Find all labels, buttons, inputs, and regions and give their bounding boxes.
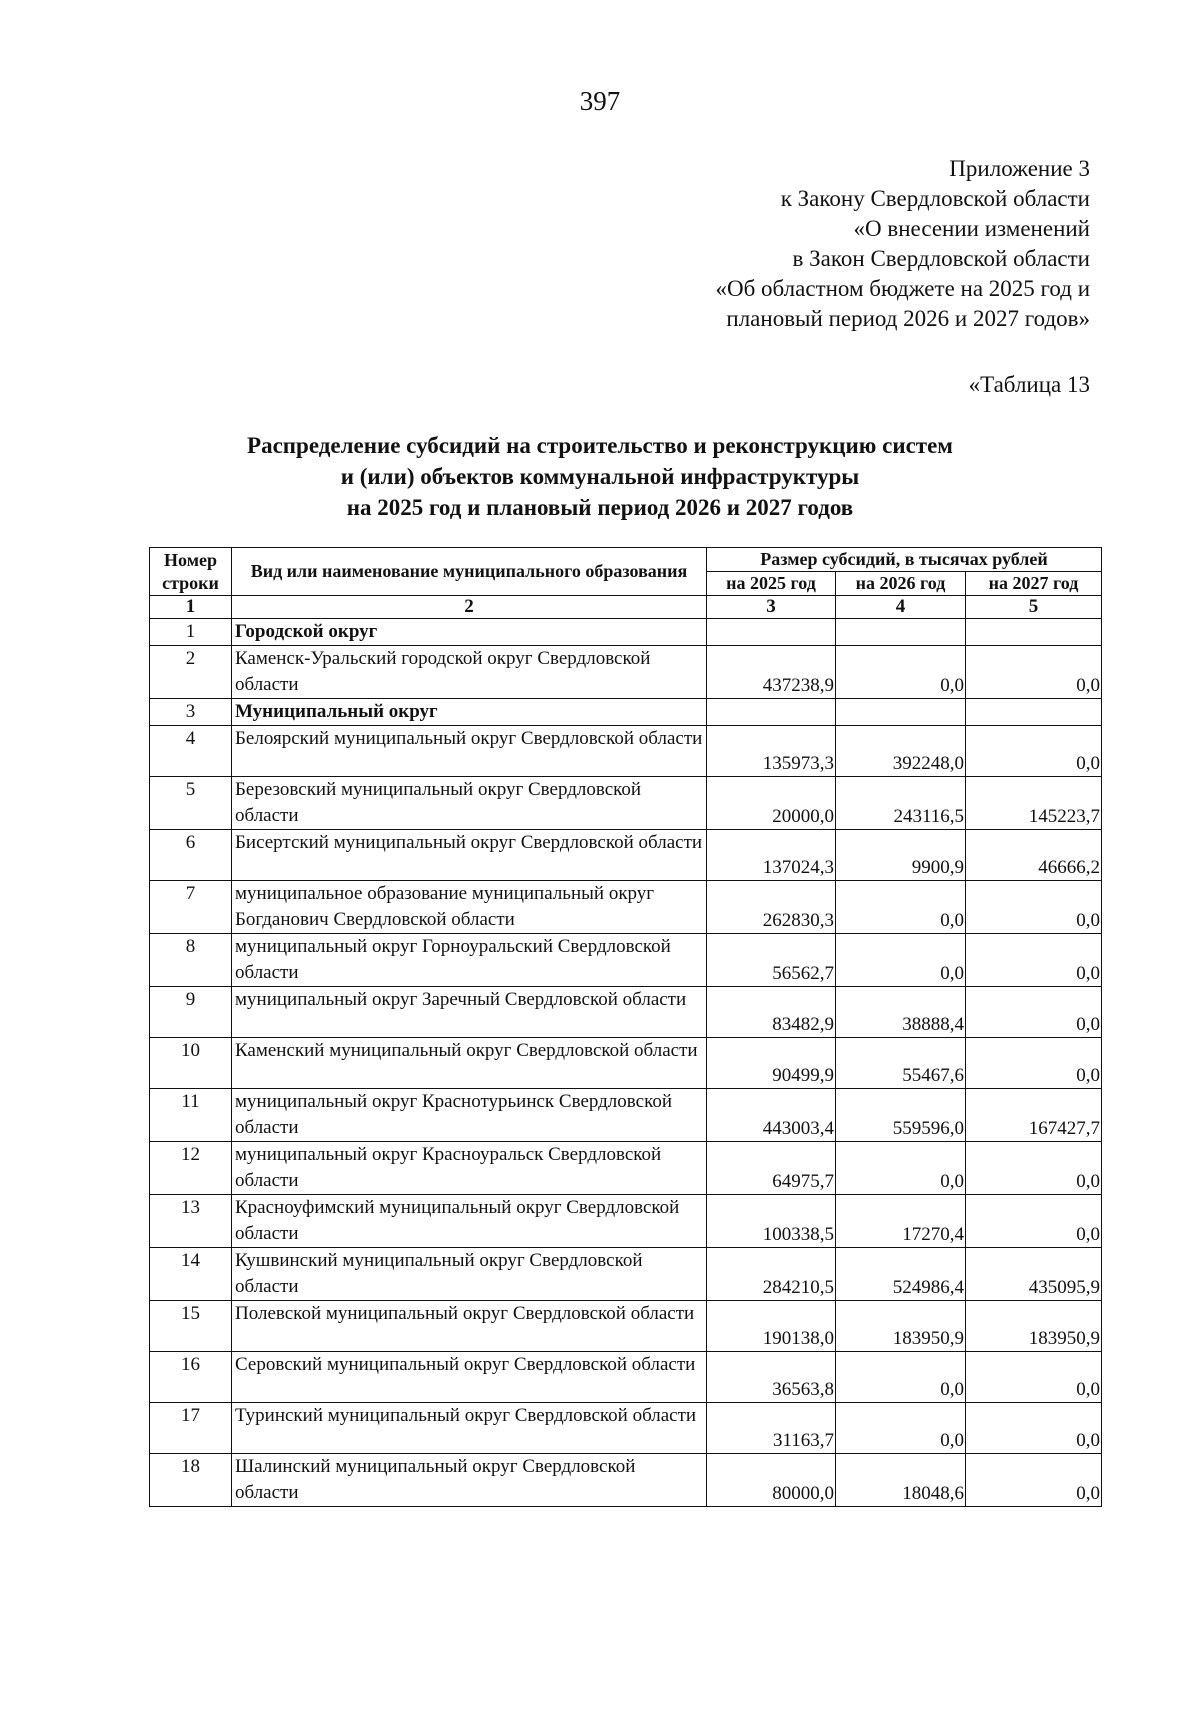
row-number-cell: 4 [150, 726, 232, 777]
amount-2025-cell: 137024,3 [707, 830, 836, 881]
row-number-cell: 18 [150, 1454, 232, 1507]
amount-2026-cell: 0,0 [836, 1142, 966, 1195]
table-row [150, 1248, 1102, 1301]
row-number-cell: 16 [150, 1352, 232, 1403]
row-number-cell: 13 [150, 1195, 232, 1248]
amount-2027-cell [966, 699, 1102, 726]
table-row [150, 1454, 1102, 1507]
amount-2027-cell: 183950,9 [966, 1301, 1102, 1352]
column-index: 5 [966, 596, 1102, 619]
table-row [150, 777, 1102, 830]
appendix-line: «Об областном бюджете на 2025 год и [715, 276, 1090, 301]
amount-2025-cell: 31163,7 [707, 1403, 836, 1454]
amount-2025-cell: 284210,5 [707, 1248, 836, 1301]
column-index: 1 [150, 596, 232, 619]
header-2027: на 2027 год [966, 572, 1102, 596]
amount-2025-cell: 190138,0 [707, 1301, 836, 1352]
municipality-name-cell: Бисертский муниципальный округ Свердловской области [232, 830, 707, 881]
row-number-cell: 10 [150, 1038, 232, 1089]
amount-2027-cell: 0,0 [966, 1454, 1102, 1507]
table-row [150, 830, 1102, 881]
table-row [150, 726, 1102, 777]
amount-2027-cell: 0,0 [966, 646, 1102, 699]
amount-2025-cell: 90499,9 [707, 1038, 836, 1089]
table-row [150, 1195, 1102, 1248]
page-number: 397 [579, 86, 621, 116]
amount-2026-cell: 0,0 [836, 1403, 966, 1454]
municipality-name-cell: муниципальный округ Красноуральск Свердловской области [232, 1142, 707, 1195]
amount-2026-cell: 524986,4 [836, 1248, 966, 1301]
amount-2025-cell: 80000,0 [707, 1454, 836, 1507]
row-number-cell: 7 [150, 881, 232, 934]
section-row [150, 619, 1102, 646]
amount-2027-cell: 0,0 [966, 1038, 1102, 1089]
municipality-name-cell: Городской округ [232, 619, 707, 646]
amount-2025-cell [707, 699, 836, 726]
amount-2026-cell: 559596,0 [836, 1089, 966, 1142]
row-number-cell: 17 [150, 1403, 232, 1454]
amount-2025-cell: 135973,3 [707, 726, 836, 777]
municipality-name-cell: муниципальное образование муниципальный округ Богданович Свердловской области [232, 881, 707, 934]
amount-2025-cell: 443003,4 [707, 1089, 836, 1142]
table-row [150, 987, 1102, 1038]
table-row [150, 1352, 1102, 1403]
municipality-name-cell: Каменский муниципальный округ Свердловской области [232, 1038, 707, 1089]
amount-2027-cell: 0,0 [966, 881, 1102, 934]
table-row [150, 881, 1102, 934]
amount-2026-cell: 243116,5 [836, 777, 966, 830]
amount-2027-cell: 0,0 [966, 1352, 1102, 1403]
amount-2027-cell: 0,0 [966, 1142, 1102, 1195]
column-index: 3 [707, 596, 836, 619]
amount-2027-cell: 145223,7 [966, 777, 1102, 830]
appendix-block [715, 154, 1090, 334]
amount-2026-cell: 183950,9 [836, 1301, 966, 1352]
amount-2025-cell: 20000,0 [707, 777, 836, 830]
amount-2027-cell: 0,0 [966, 726, 1102, 777]
municipality-name-cell: Кушвинский муниципальный округ Свердловской области [232, 1248, 707, 1301]
amount-2025-cell: 83482,9 [707, 987, 836, 1038]
amount-2025-cell: 262830,3 [707, 881, 836, 934]
title-line: на 2025 год и плановый период 2026 и 2027 годов [346, 495, 854, 520]
row-number-cell: 14 [150, 1248, 232, 1301]
amount-2027-cell [966, 619, 1102, 646]
amount-2025-cell: 56562,7 [707, 934, 836, 987]
amount-2026-cell: 17270,4 [836, 1195, 966, 1248]
table-row [150, 1142, 1102, 1195]
amount-2026-cell [836, 699, 966, 726]
municipality-name-cell: Серовский муниципальный округ Свердловской области [232, 1352, 707, 1403]
amount-2027-cell: 435095,9 [966, 1248, 1102, 1301]
amount-2026-cell: 55467,6 [836, 1038, 966, 1089]
table-row [150, 934, 1102, 987]
row-number-cell: 5 [150, 777, 232, 830]
row-number-cell: 11 [150, 1089, 232, 1142]
amount-2025-cell: 64975,7 [707, 1142, 836, 1195]
table-row [150, 646, 1102, 699]
amount-2026-cell: 0,0 [836, 1352, 966, 1403]
amount-2025-cell [707, 619, 836, 646]
header-row-number: Номер строки [150, 548, 232, 596]
appendix-line: плановый период 2026 и 2027 годов» [726, 306, 1090, 331]
municipality-name-cell: Каменск-Уральский городской округ Свердловской области [232, 646, 707, 699]
amount-2025-cell: 100338,5 [707, 1195, 836, 1248]
section-row [150, 699, 1102, 726]
document-title [0, 430, 1200, 523]
table-row [150, 1038, 1102, 1089]
amount-2026-cell [836, 619, 966, 646]
appendix-line: к Закону Свердловской области [780, 186, 1090, 211]
header-2026: на 2026 год [836, 572, 966, 596]
amount-2026-cell: 0,0 [836, 881, 966, 934]
subsidy-table [149, 547, 1102, 1507]
municipality-name-cell: Туринский муниципальный округ Свердловской области [232, 1403, 707, 1454]
appendix-line: «О внесении изменений [853, 216, 1090, 241]
row-number-cell: 15 [150, 1301, 232, 1352]
municipality-name-cell: Красноуфимский муниципальный округ Свердловской области [232, 1195, 707, 1248]
amount-2026-cell: 18048,6 [836, 1454, 966, 1507]
amount-2027-cell: 0,0 [966, 1195, 1102, 1248]
municipality-name-cell: муниципальный округ Краснотурьинск Свердловской области [232, 1089, 707, 1142]
amount-2027-cell: 0,0 [966, 1403, 1102, 1454]
amount-2027-cell: 46666,2 [966, 830, 1102, 881]
appendix-line: в Закон Свердловской области [792, 246, 1090, 271]
amount-2026-cell: 392248,0 [836, 726, 966, 777]
row-number-cell: 9 [150, 987, 232, 1038]
amount-2027-cell: 0,0 [966, 987, 1102, 1038]
municipality-name-cell: Шалинский муниципальный округ Свердловской области [232, 1454, 707, 1507]
header-name: Вид или наименование муниципального образования [232, 548, 707, 596]
column-index: 4 [836, 596, 966, 619]
title-line: и (или) объектов коммунальной инфраструктуры [340, 464, 860, 489]
amount-2026-cell: 38888,4 [836, 987, 966, 1038]
row-number-cell: 6 [150, 830, 232, 881]
row-number-cell: 12 [150, 1142, 232, 1195]
municipality-name-cell: муниципальный округ Заречный Свердловской области [232, 987, 707, 1038]
column-index: 2 [232, 596, 707, 619]
row-number-cell: 2 [150, 646, 232, 699]
amount-2027-cell: 0,0 [966, 934, 1102, 987]
amount-2027-cell: 167427,7 [966, 1089, 1102, 1142]
amount-2025-cell: 437238,9 [707, 646, 836, 699]
amount-2026-cell: 0,0 [836, 646, 966, 699]
amount-2026-cell: 0,0 [836, 934, 966, 987]
row-number-cell: 8 [150, 934, 232, 987]
table-row [150, 1089, 1102, 1142]
appendix-line: Приложение 3 [949, 156, 1090, 181]
header-2025: на 2025 год [707, 572, 836, 596]
municipality-name-cell: Березовский муниципальный округ Свердловской области [232, 777, 707, 830]
table-label: «Таблица 13 [968, 372, 1090, 397]
table-body [150, 619, 1102, 1507]
row-number-cell: 1 [150, 619, 232, 646]
header-amount-group: Размер субсидий, в тысячах рублей [707, 548, 1102, 572]
title-line: Распределение субсидий на строительство и реконструкцию систем [247, 433, 953, 458]
table-row [150, 1403, 1102, 1454]
row-number-cell: 3 [150, 699, 232, 726]
municipality-name-cell: муниципальный округ Горноуральский Свердловской области [232, 934, 707, 987]
municipality-name-cell: Полевской муниципальный округ Свердловской области [232, 1301, 707, 1352]
municipality-name-cell: Белоярский муниципальный округ Свердловской области [232, 726, 707, 777]
amount-2026-cell: 9900,9 [836, 830, 966, 881]
municipality-name-cell: Муниципальный округ [232, 699, 707, 726]
table-row [150, 1301, 1102, 1352]
amount-2025-cell: 36563,8 [707, 1352, 836, 1403]
column-index-row [150, 596, 1102, 619]
